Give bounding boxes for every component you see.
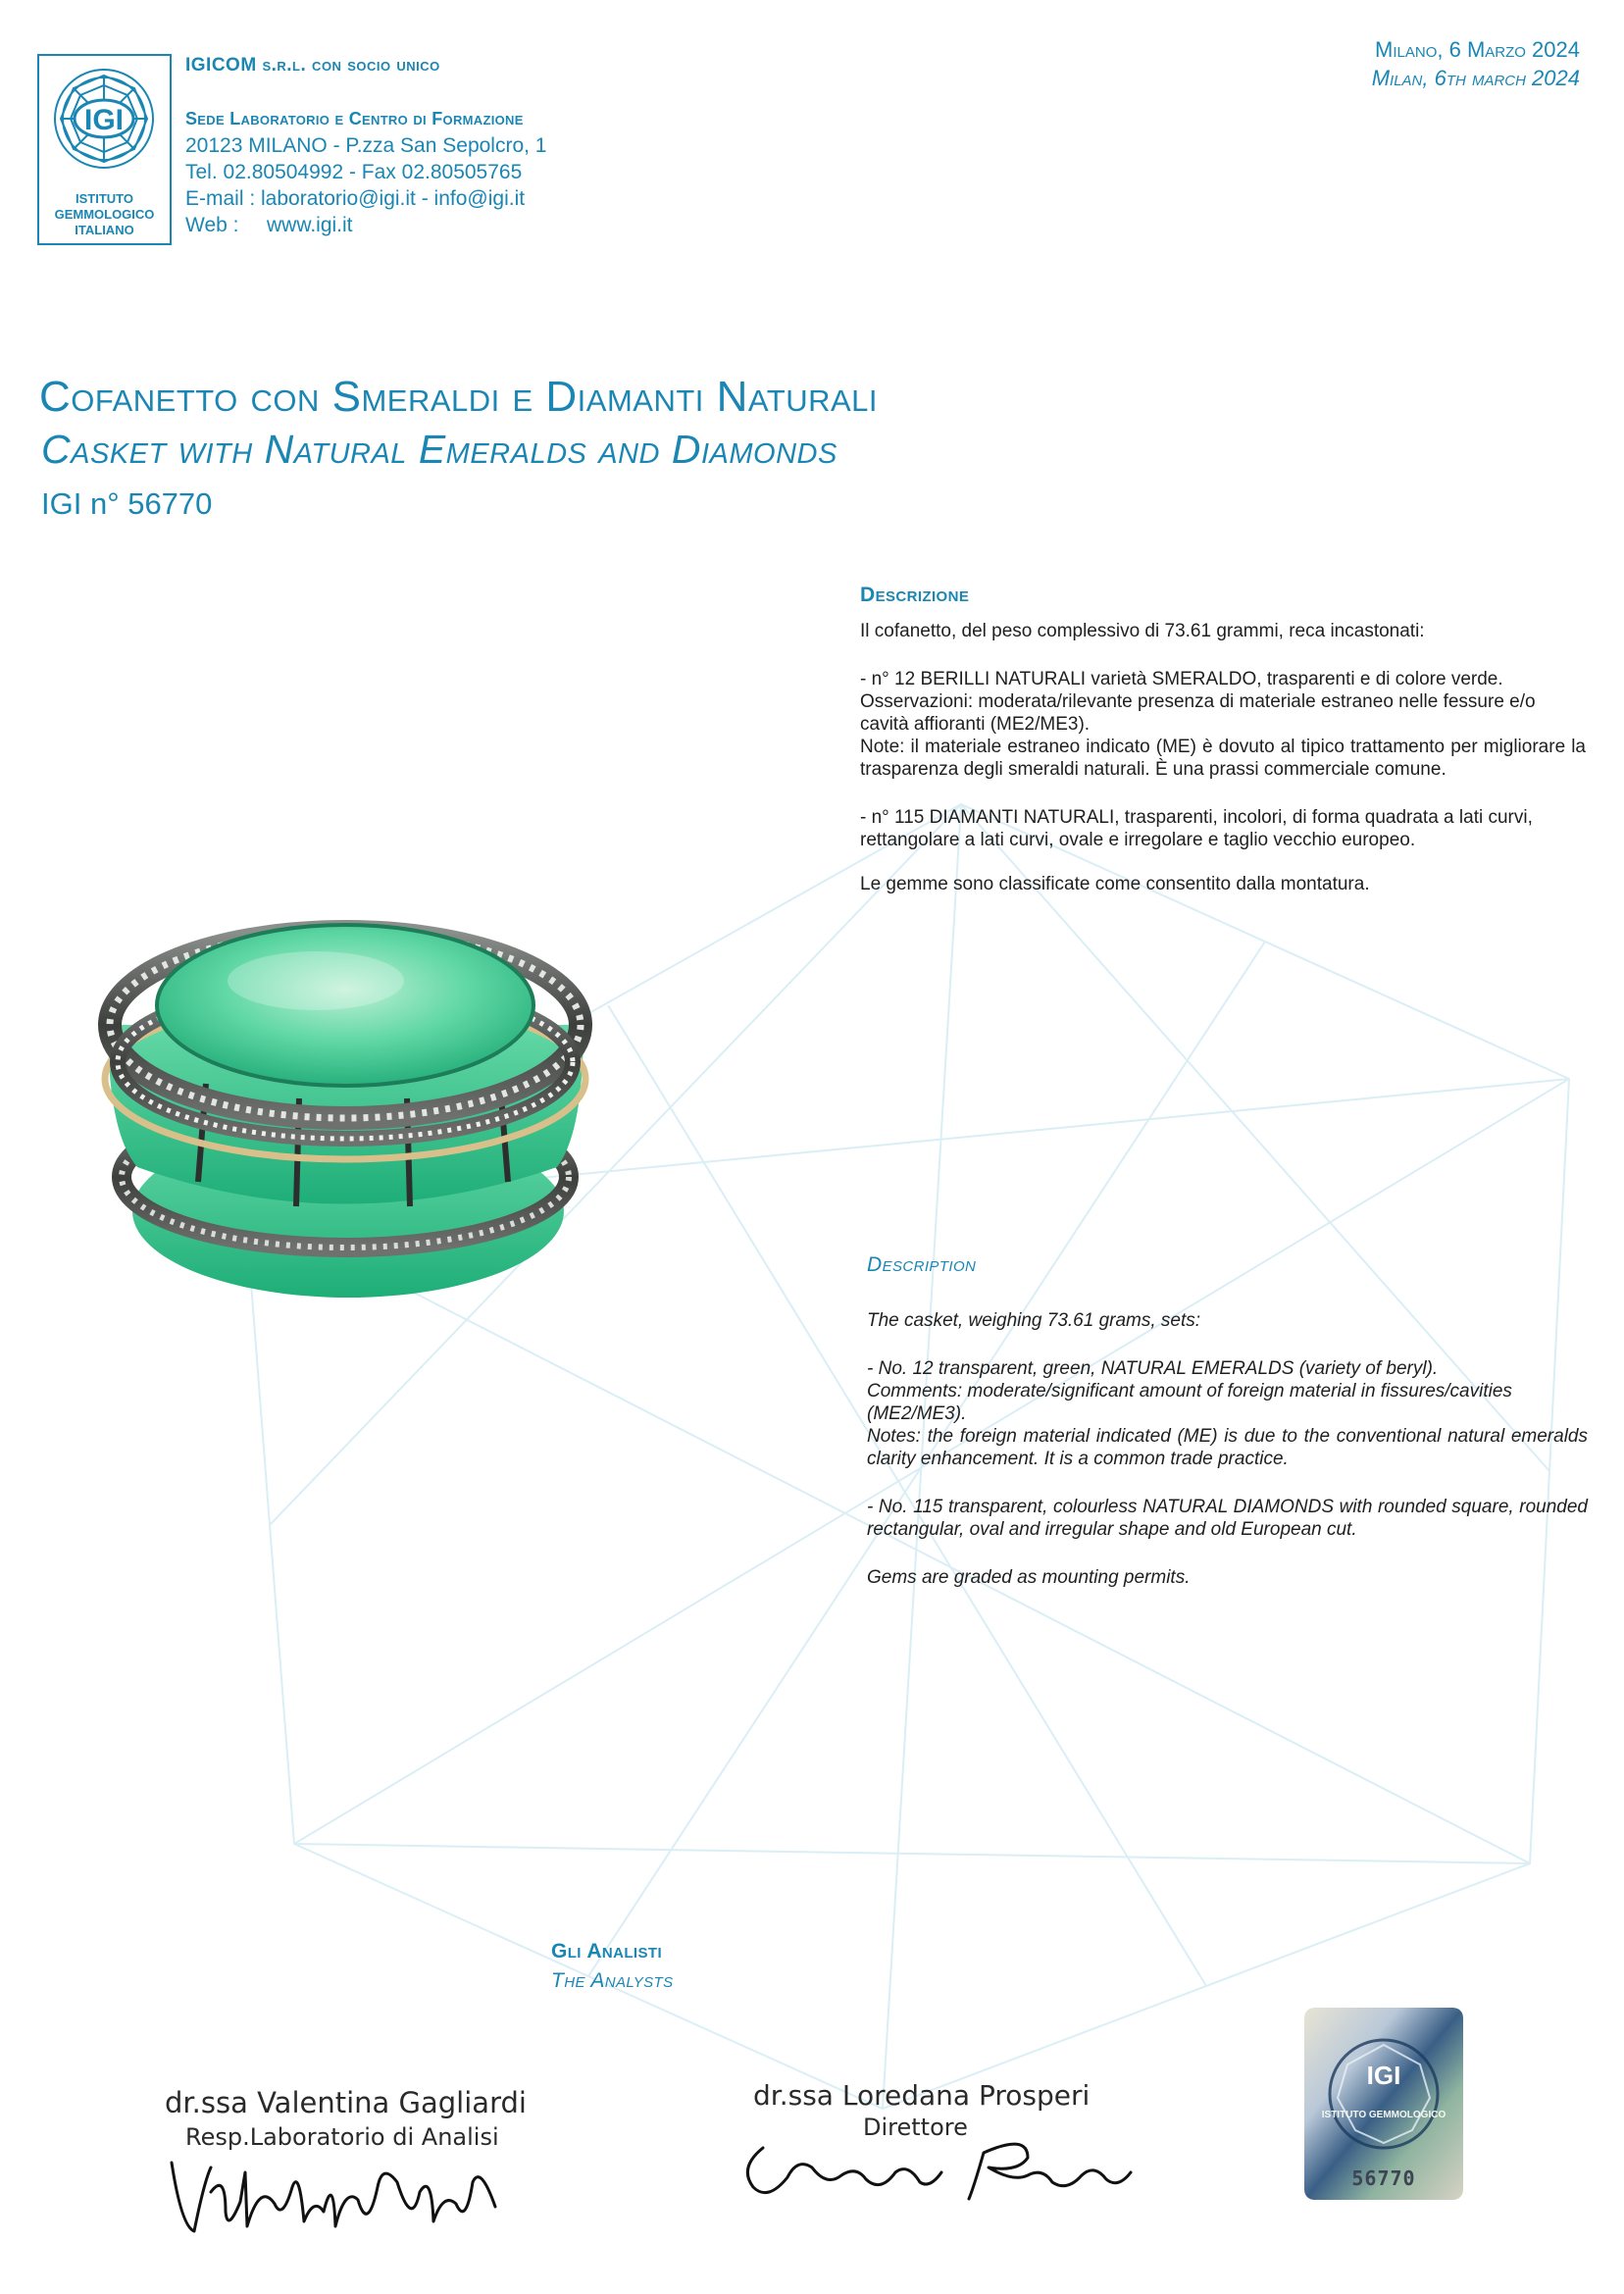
logo-line-1: ISTITUTO — [76, 191, 133, 206]
title-english: Casket with Natural Emeralds and Diamonds — [41, 427, 837, 472]
analyst2-role: Direttore — [863, 2114, 968, 2141]
description-comments: Comments: moderate/significant amount of foreign material in fissures/cavities (ME2/ME3). — [867, 1381, 1512, 1424]
description-emeralds: - No. 12 transparent, green, NATURAL EMERALDS (variety of beryl). — [867, 1358, 1439, 1379]
analyst2-name: dr.ssa Loredana Prosperi — [753, 2079, 1091, 2112]
phone-fax: Tel. 02.80504992 - Fax 02.80505765 — [185, 161, 523, 183]
date-english: Milan, 6th march 2024 — [1371, 66, 1580, 90]
logo-mark: IGI — [83, 104, 125, 136]
descrizione-observations: Osservazioni: moderata/rilevante presenza di materiale estraneo nelle fessure e/o cavità affioranti (ME2/ME3). — [860, 691, 1536, 735]
igi-number: IGI n° 56770 — [41, 486, 213, 521]
logo-line-2: GEMMOLOGICO — [54, 207, 155, 222]
descrizione-section — [860, 584, 1586, 895]
hologram-mark: IGI — [1366, 2061, 1401, 2090]
analysts-heading-it: Gli Analisti — [551, 1940, 663, 1963]
diamond-emblem-icon — [39, 56, 170, 174]
description-section — [867, 1253, 1588, 1589]
descrizione-grading: Le gemme sono classificate come consentito dalla montatura. — [860, 874, 1370, 894]
hologram-label: ISTITUTO GEMMOLOGICO — [1321, 2110, 1446, 2120]
title-italian: Cofanetto con Smeraldi e Diamanti Naturali — [39, 373, 879, 421]
address-block — [185, 106, 546, 238]
casket-photo — [88, 888, 593, 1311]
description-heading: Description — [867, 1253, 977, 1276]
analysts-heading-en: The Analysts — [551, 1969, 674, 1992]
analysts-heading — [551, 1940, 674, 1993]
date-italian: Milano, 6 Marzo 2024 — [1375, 37, 1580, 62]
description-notes: Notes: the foreign material indicated (ME) is due to the conventional natural emeralds clarity enhancement. It is a common trade practice. — [867, 1426, 1588, 1469]
postal-address: 20123 MILANO - P.zza San Sepolcro, 1 — [185, 134, 547, 157]
descrizione-note: Note: il materiale estraneo indicato (ME) è dovuto al tipico trattamento per migliorare la trasparenza degli smeraldi naturali. È una prassi commerciale comune. — [860, 737, 1586, 780]
descrizione-emeralds: - n° 12 BERILLI NATURALI varietà SMERALDO, trasparenti e di colore verde. — [860, 669, 1503, 689]
hologram-seal — [1304, 2008, 1463, 2200]
analyst2-signature — [734, 2128, 1145, 2207]
company-name: IGICOM s.r.l. con socio unico — [185, 55, 440, 76]
descrizione-diamonds: - n° 115 DIAMANTI NATURALI, trasparenti, incolori, di forma quadrata a lati curvi, rettangolare a lati curvi, ovale e irregolare e taglio vecchio europeo. — [860, 807, 1533, 850]
descrizione-heading: Descrizione — [860, 584, 970, 606]
analyst1-role: Resp.Laboratorio di Analisi — [185, 2123, 499, 2151]
sede-label: Sede Laboratorio e Centro di Formazione — [185, 109, 524, 128]
web-url: www.igi.it — [267, 214, 353, 236]
description-intro: The casket, weighing 73.61 grams, sets: — [867, 1310, 1201, 1331]
web-label: Web : — [185, 214, 239, 236]
description-grading: Gems are graded as mounting permits. — [867, 1567, 1191, 1588]
date-block — [1372, 35, 1580, 92]
email-line: E-mail : laboratorio@igi.it - info@igi.it — [185, 187, 526, 210]
description-diamonds: - No. 115 transparent, colourless NATURAL DIAMONDS with rounded square, rounded rectangular, oval and irregular shape and old European cut. — [867, 1497, 1588, 1540]
analyst1-signature — [167, 2143, 500, 2246]
hologram-number: 56770 — [1351, 2167, 1416, 2190]
logo-line-3: ITALIANO — [75, 223, 134, 237]
web-line — [185, 212, 546, 238]
igi-logo — [37, 54, 172, 245]
descrizione-intro: Il cofanetto, del peso complessivo di 73.61 grammi, reca incastonati: — [860, 621, 1425, 641]
analyst1-name: dr.ssa Valentina Gagliardi — [165, 2086, 527, 2119]
